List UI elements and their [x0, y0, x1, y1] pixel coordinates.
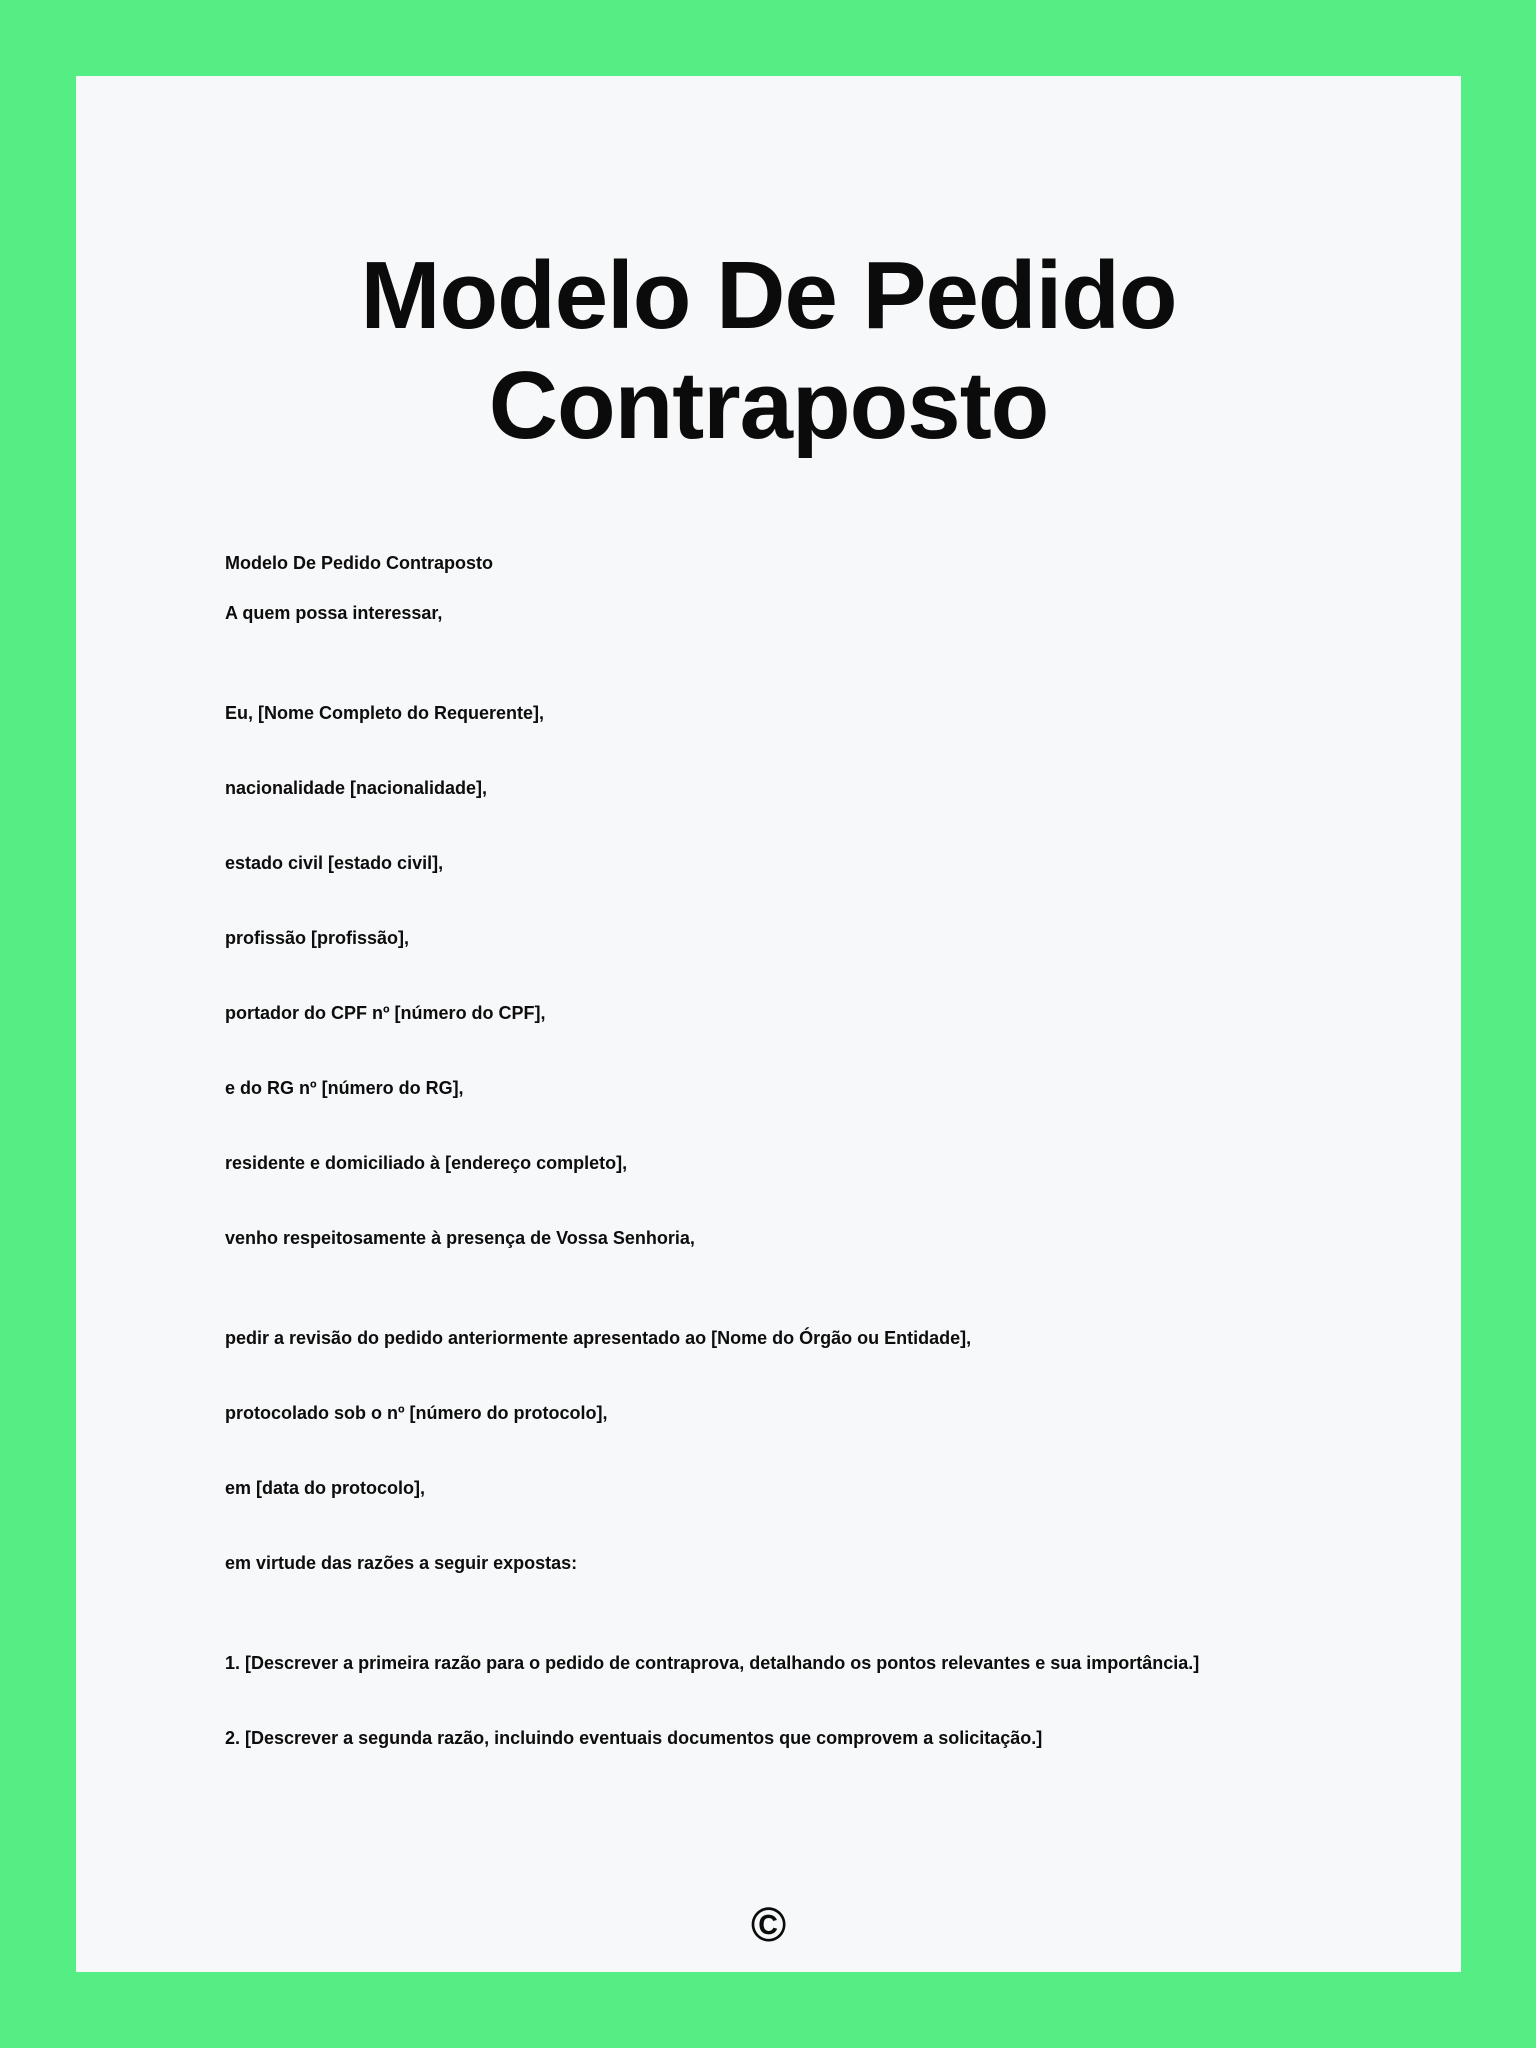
paragraph: A quem possa interessar, [225, 603, 443, 623]
paragraph: profissão [profissão], [225, 928, 410, 948]
page-title: Modelo De Pedido Contraposto [360, 242, 1177, 459]
paragraph: pedir a revisão do pedido anteriormente apresentado ao [Nome do Órgão ou Entidade], [225, 1328, 972, 1348]
paragraph: protocolado sob o nº [número do protocolo], [225, 1403, 608, 1423]
paragraph: estado civil [estado civil], [225, 853, 444, 873]
document-page [76, 76, 1461, 1972]
footer [76, 1899, 1461, 1952]
paragraph: e do RG nº [número do RG], [225, 1078, 464, 1098]
paragraph: venho respeitosamente à presença de Vossa Senhoria, [225, 1228, 695, 1248]
paragraph: Modelo De Pedido Contraposto [225, 553, 493, 573]
copyright-icon: © [750, 1899, 787, 1952]
paragraph: em [data do protocolo], [225, 1478, 425, 1498]
document-body [225, 551, 1312, 1751]
paragraph: 1. [Descrever a primeira razão para o pedido de contraprova, detalhando os pontos relevantes e sua importância.] [225, 1653, 1200, 1673]
paragraph: 2. [Descrever a segunda razão, incluindo eventuais documentos que comprovem a solicitação.] [225, 1728, 1043, 1748]
paragraph: nacionalidade [nacionalidade], [225, 778, 488, 798]
paragraph: em virtude das razões a seguir expostas: [225, 1553, 578, 1573]
paragraph: residente e domiciliado à [endereço completo], [225, 1153, 628, 1173]
paragraph: Eu, [Nome Completo do Requerente], [225, 703, 545, 723]
paragraph: portador do CPF nº [número do CPF], [225, 1003, 546, 1023]
